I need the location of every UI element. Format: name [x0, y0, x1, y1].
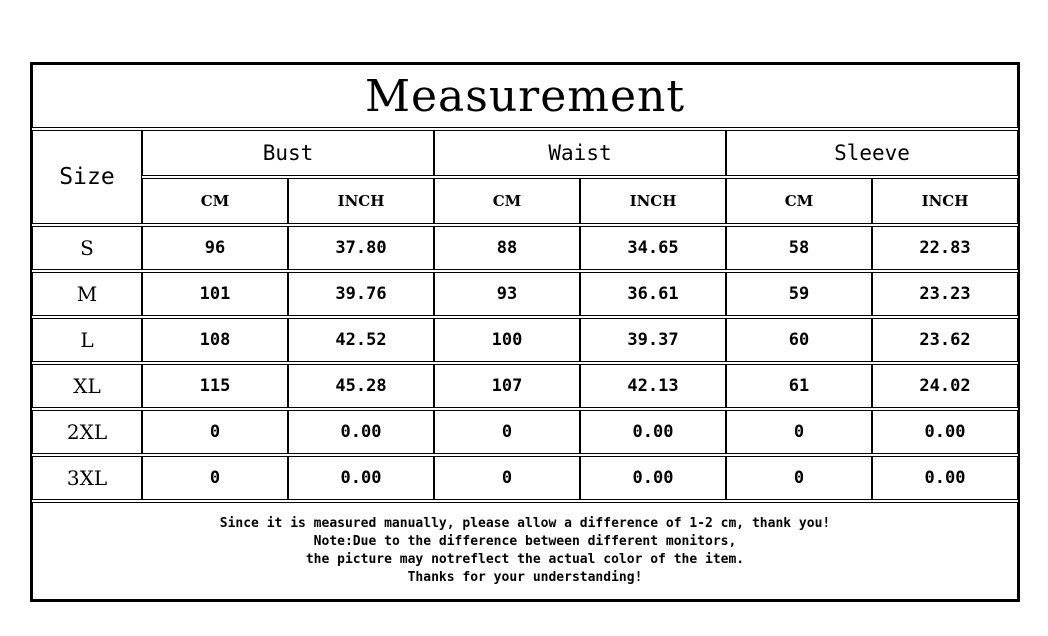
table-cell: 93	[434, 272, 580, 316]
table-cell: 42.52	[288, 318, 434, 362]
table-cell: 100	[434, 318, 580, 362]
group-header-sleeve: Sleeve	[726, 130, 1018, 176]
group-header-bust: Bust	[142, 130, 434, 176]
unit-header-cm: CM	[434, 178, 580, 224]
table-cell: 0	[434, 456, 580, 500]
group-header-waist: Waist	[434, 130, 726, 176]
unit-header-inch: INCH	[872, 178, 1018, 224]
table-cell: 0.00	[288, 410, 434, 454]
table-cell: 101	[142, 272, 288, 316]
table-cell: 107	[434, 364, 580, 408]
table-cell: 88	[434, 226, 580, 270]
table-cell: 60	[726, 318, 872, 362]
unit-header-inch: INCH	[580, 178, 726, 224]
size-column-header: Size	[32, 130, 142, 224]
note-line: the picture may notreflect the actual color of the item.	[305, 552, 745, 567]
table-title: Measurement	[32, 64, 1018, 128]
table-cell: 0	[142, 410, 288, 454]
table-cell: 42.13	[580, 364, 726, 408]
table-cell: 96	[142, 226, 288, 270]
table-cell: 22.83	[872, 226, 1018, 270]
table-cell: 39.76	[288, 272, 434, 316]
table-cell: 23.62	[872, 318, 1018, 362]
table-cell: 0	[434, 410, 580, 454]
unit-header-cm: CM	[726, 178, 872, 224]
table-cell: 0.00	[872, 410, 1018, 454]
table-cell: 59	[726, 272, 872, 316]
table-cell: 39.37	[580, 318, 726, 362]
table-cell: 45.28	[288, 364, 434, 408]
table-cell: 0.00	[288, 456, 434, 500]
table-cell: 34.65	[580, 226, 726, 270]
table-cell: 0	[726, 456, 872, 500]
table-cell: 0.00	[580, 410, 726, 454]
size-label: 3XL	[32, 456, 142, 500]
table-cell: 115	[142, 364, 288, 408]
unit-header-cm: CM	[142, 178, 288, 224]
table-cell: 0.00	[580, 456, 726, 500]
size-label: L	[32, 318, 142, 362]
size-label: XL	[32, 364, 142, 408]
size-label: 2XL	[32, 410, 142, 454]
table-cell: 36.61	[580, 272, 726, 316]
table-cell: 108	[142, 318, 288, 362]
notes-block	[32, 502, 1018, 600]
table-cell: 0	[142, 456, 288, 500]
note-line: Thanks for your understanding!	[407, 570, 643, 585]
note-line: Since it is measured manually, please allow a difference of 1-2 cm, thank you!	[219, 516, 831, 531]
table-cell: 37.80	[288, 226, 434, 270]
unit-header-inch: INCH	[288, 178, 434, 224]
size-label: M	[32, 272, 142, 316]
table-cell: 61	[726, 364, 872, 408]
table-cell: 0.00	[872, 456, 1018, 500]
table-cell: 23.23	[872, 272, 1018, 316]
note-line: Note:Due to the difference between different monitors,	[313, 534, 737, 549]
table-cell: 24.02	[872, 364, 1018, 408]
table-cell: 58	[726, 226, 872, 270]
size-label: S	[32, 226, 142, 270]
table-cell: 0	[726, 410, 872, 454]
